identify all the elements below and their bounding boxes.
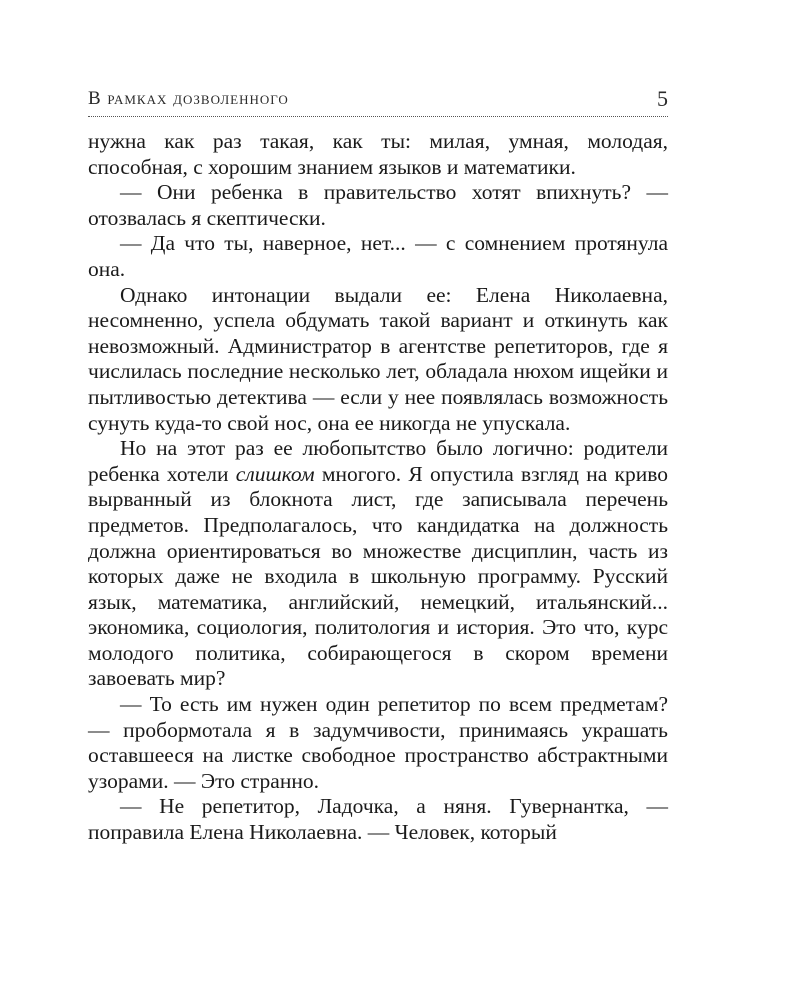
paragraph-text: — То есть им нужен один репетитор по всем предметам? — пробормотала я в задумчивости, принимаясь украшать оставшееся на листке свободное пространство абстрактными узорами. — Это странно.: [88, 692, 668, 793]
running-title: В рамках дозволенного: [88, 88, 289, 109]
paragraph: [88, 794, 668, 845]
paragraph-text-after: многого. Я опустила взгляд на криво вырванный из блокнота лист, где записывала перечень предметов. Предполагалось, что кандидатка на должность должна ориентироваться во множестве дисциплин, часть из которых даже не входила в школьную программу. Русский язык, математика, английский, немецкий, итальянский... экономика, социология, политология и история. Это что, курс молодого политика, собирающегося в скором времени завоевать мир?: [88, 461, 668, 691]
paragraph-text: Однако интонации выдали ее: Елена Николаевна, несомненно, успела обдумать такой вариант и откинуть как невозможный. Администратор в агентстве репетиторов, где я числилась последние несколько лет, обладала нюхом ищейки и пытливостью детектива — если у нее появлялась возможность сунуть куда-то свой нос, она ее никогда не упускала.: [88, 282, 668, 435]
paragraph-text: — Да что ты, наверное, нет... — с сомнением протянула она.: [88, 231, 668, 281]
page-number: 5: [657, 86, 668, 111]
paragraph-text: — Не репетитор, Ладочка, а няня. Гувернантка, — поправила Елена Николаевна. — Человек, который: [88, 794, 668, 845]
paragraph: [88, 231, 668, 282]
paragraph: [88, 692, 668, 794]
running-head: [88, 86, 668, 117]
book-page: [88, 86, 668, 946]
paragraph: [88, 129, 668, 180]
body-text: [88, 129, 668, 846]
emphasized-word: слишком: [235, 461, 315, 486]
paragraph-text: нужна как раз такая, как ты: милая, умная, молодая, способная, с хорошим знанием языков и математики.: [88, 129, 668, 179]
paragraph: [88, 283, 668, 437]
paragraph: [88, 180, 668, 231]
paragraph-text: — Они ребенка в правительство хотят впихнуть? — отозвалась я скептически.: [88, 180, 668, 230]
paragraph: [88, 436, 668, 692]
paragraph-text-before: Но на этот раз ее любопытство было логично: родители ребенка хотели: [88, 436, 668, 486]
